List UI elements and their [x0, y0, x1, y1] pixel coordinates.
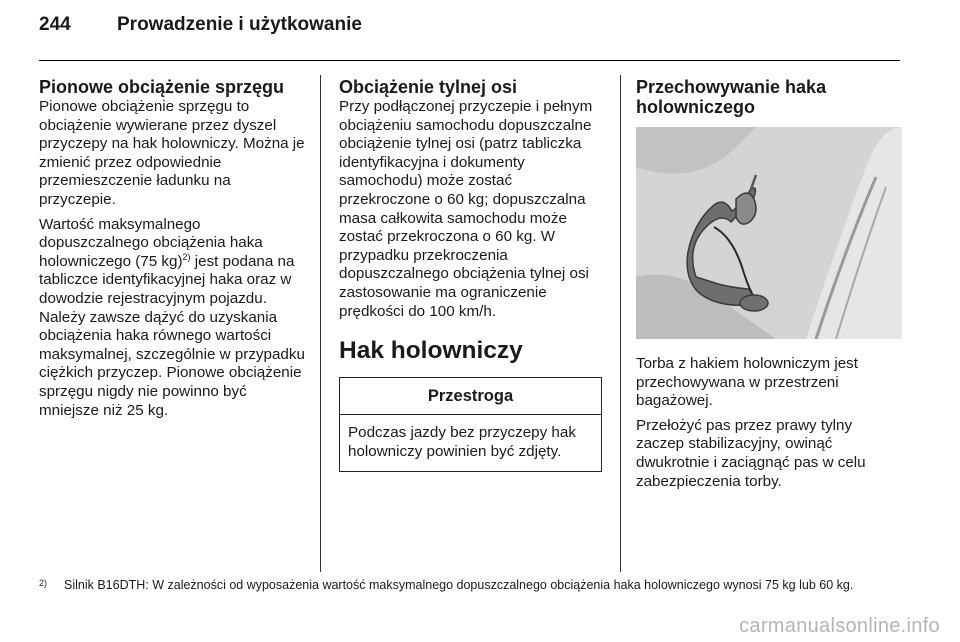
paragraph-hook-storage: Przełożyć pas przez prawy tylny zaczep stabilizacyjny, owinąć dwukrotnie i zaciągnąć pas w celu zabezpieczenia torby.	[636, 416, 866, 490]
column-tongue-load	[39, 77, 309, 420]
heading-rear-axle: Obciążenie tylnej osi	[339, 77, 518, 97]
heading-tongue-load: Pionowe obciążenie sprzęgu	[39, 77, 285, 97]
caution-title: Przestroga	[340, 378, 601, 415]
footnote-text: Silnik B16DTH: W zależności od wyposażenia wartość maksymalnego dopuszczalnego obciążenia haka holowniczego wynosi 75 kg lub 60 kg.	[64, 578, 854, 592]
header-rule	[39, 60, 900, 61]
caution-body: Podczas jazdy bez przyczepy hak holowniczy powinien być zdjęty.	[348, 424, 576, 460]
photo-caption: Torba z hakiem holowniczym jest przechowywana w przestrzeni bagażowej.	[636, 355, 858, 410]
footnote	[39, 578, 909, 592]
column-divider-1	[320, 75, 321, 572]
paragraph-rear-axle: Przy podłączonej przyczepie i pełnym obciążeniu samochodu dopuszczalne obciążenie tylnej osi (patrz tabliczka identyfikacyjna i dokumenty samochodu) może zostać przekroczone o 60 kg; dopuszczalna masa całkowita samochodu może zostać przekroczona o 60 kg. W przypadku przekroczenia dopuszczalnego obciążenia tylnej osi zastosowanie ma ograniczenie prędkości do 100 km/h.	[339, 98, 593, 320]
page-header	[39, 14, 362, 36]
footnote-marker: 2)	[39, 578, 48, 588]
page-number: 244	[39, 14, 71, 35]
column-hook-storage	[636, 77, 902, 491]
tow-hook-bag-photo	[636, 127, 902, 339]
watermark: carmanualsonline.info	[739, 615, 940, 637]
paragraph-tongue-load-def: Pionowe obciążenie sprzęgu to obciążenie wywierane przez dyszel przyczepy na hak holowniczy. Można je zmienić przez odpowiednie przemieszczenie ładunku na przyczepie.	[39, 98, 305, 208]
heading-tow-hook: Hak holowniczy	[339, 337, 523, 365]
paragraph-tongue-load-max: Wartość maksymalnego dopuszczalnego obciążenia haka holowniczego (75 kg)$^{2)}$ jest podana na tabliczce identyfikacyjnej haka oraz w dowodzie rejestracyjnym pojazdu. Należy zawsze dążyć do uzyskania obciążenia haka równego wartości maksymalnej, szczególnie w przypadku ciężkich przyczep. Pionowe obciążenie sprzęgu nigdy nie powinno być mniejsze niż 25 kg.	[39, 215, 305, 419]
section-title: Prowadzenie i użytkowanie	[117, 14, 362, 35]
heading-hook-storage: Przechowywanie haka holowniczego	[636, 77, 827, 117]
caution-box	[339, 377, 602, 472]
column-divider-2	[620, 75, 621, 572]
column-rear-axle	[339, 77, 604, 472]
footnote-ref: 2)	[182, 251, 191, 262]
